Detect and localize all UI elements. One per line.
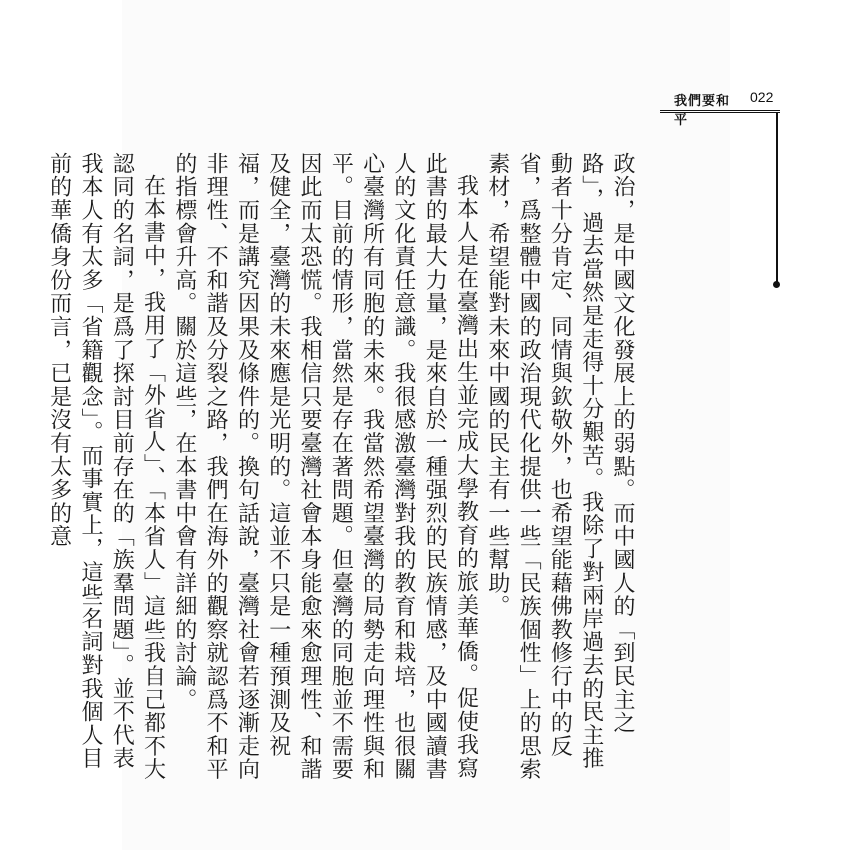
paragraph-2: 我本人是在臺灣出生並完成大學教育的旅美華僑。促使我寫此書的最大力量，是來自於一種强烈的民族情感，及中國讀書人的文化責任意識。我很感激臺灣對我的教育和栽培，也很關心臺灣所有同胞的未來。我當然希望臺灣的局勢走向理性與和平。目前的情形，當然是存在著問題。但臺灣的同胞並不需要因此而太恐慌。我相信只要臺灣社會本身能愈來愈理性、和諧及健全，臺灣的未來應是光明的。這並不只是一種預測及祝福，而是講究因果及條件的。換句話說，臺灣社會若逐漸走向非理性、不和諧及分裂之路，我們在海外的觀察就認爲不和平的指標會升高。關於這些，在本書中會有詳細的討論。 — [171, 152, 479, 782]
header-rule — [660, 110, 780, 113]
running-header-title: 我們要和平 — [674, 94, 731, 128]
paragraph-1: 政治，是中國文化發展上的弱點。而中國人的「到民主之路」，過去當然是走得十分艱苦。我除了對兩岸過去的民主推動者十分肯定、同情與欽敬外，也希望能藉佛教修行中的反省，爲整體中國的政治現代化提供一些「民族個性」上的思索素材，希望能對未來中國的民主有一些幫助。 — [484, 152, 635, 782]
body-text — [46, 152, 638, 792]
margin-rule — [776, 112, 778, 284]
margin-rule-dot — [773, 281, 780, 288]
page-number: 022 — [750, 89, 774, 105]
paragraph-3: 在本書中，我用了「外省人」、「本省人」這些我自己都不大認同的名詞，是爲了探討目前存在的「族羣問題」。並不代表我本人有太多「省籍觀念」。而事實上，這些名詞對我個人目前的華僑身份而言，已是沒有太多的意 — [46, 152, 166, 782]
